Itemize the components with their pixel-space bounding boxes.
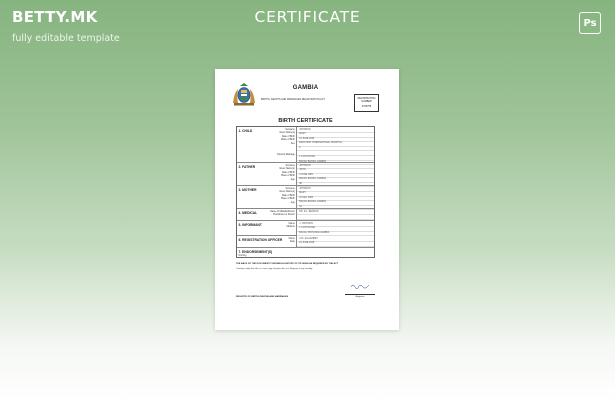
field-value: JOHNSON [297,188,374,193]
field-label: Place of Birth [281,198,295,201]
field-label: Surname [285,128,295,131]
certificate-section [237,209,374,221]
field-label: Place of Birth [281,175,295,178]
field-label: Sex [290,142,295,145]
field-label: Given Name(s) [279,191,295,194]
ref-label: REGISTRATION NUMBER [357,97,376,104]
field-label: Age [290,178,295,181]
registration-number-box [354,94,379,112]
field-label: Name [288,237,295,240]
certificate-subtitle: BIRTHS, DEATHS AND MARRIAGES REGISTRATION ACT [261,98,325,101]
section-labels [289,238,295,245]
field-label [286,230,294,234]
field-label: Date [289,241,295,244]
section-values-cell [297,209,374,220]
document-title: BIRTH CERTIFICATE [278,118,333,124]
section-labels [279,165,294,183]
field-value: 15 MAY 1985 [297,197,374,202]
field-label: Place of Birth [281,139,295,142]
field-value: 34 [297,206,374,211]
field-label: Address [286,226,295,229]
certificate-section [237,163,374,186]
section-header-cell [237,163,297,185]
photoshop-icon: Ps [579,12,601,34]
field-label: Surname [285,164,295,167]
field-value [297,215,374,220]
field-label: Given Name(s) [279,168,295,171]
certificate-section [237,127,374,163]
field-value: A.M. SALLEHBEY [297,238,374,243]
field-label: Practitioner or Doctor [273,214,295,217]
certificate-note-secondary: I hereby certify that this is a true copy of particulars in a Register in my custody. [236,268,313,270]
section-title: 2. FATHER [238,164,256,169]
certificate-note: THE BACK OF THIS DOCUMENT CONTAINS A HISTORY OF ITS ISSUE AS REQUIRED BY THE ACT [236,263,339,265]
section-values-cell [297,186,374,208]
field-value: 21 JUNE 2019 [297,242,374,247]
section-header-cell [237,186,297,208]
endorsement-note: Nothing [238,255,247,257]
certificate-table [236,126,375,258]
ref-value: 4793756 [361,104,372,108]
field-value: DR. R.L. BENSON [297,211,374,216]
certificate-section [237,186,374,209]
section-values-cell [297,236,374,247]
field-value: BAKAU BANJUL GAMBIA [297,161,374,166]
section-header-cell [237,127,297,162]
section-title: 1. CHILD [238,128,253,133]
section-title: 5. INFORMANT [238,222,262,227]
section-labels [277,129,295,158]
signature-block [345,276,375,298]
field-label: Name of Midwife/Doctor [270,210,295,213]
field-value: 4 JUNE 1981 [297,174,374,179]
field-value: BAKAU PROVINCE GAMBIA [297,232,374,237]
registrar-title: REGISTRY OF BIRTHS DEATHS AND MARRIAGES [236,295,289,298]
field-value: JOHNSON [297,129,374,134]
section-title: 4. MEDICAL [238,210,258,215]
field-label: Parents Marriage [277,153,295,156]
country-title: GAMBIA [292,85,319,91]
signature-icon [350,283,370,289]
field-value: BAKAU BANJUL GAMBIA [297,201,374,206]
section-title: 3. MOTHER [238,187,257,192]
certificate-section [237,248,374,257]
page-title: CERTIFICATE [254,8,361,26]
field-label: Name [288,222,295,225]
field-value: BAKAU BANJUL GAMBIA [297,178,374,183]
section-values-cell [297,221,374,235]
field-value: F [297,147,374,152]
section-title: 7. ENDORSEMENT(S) [238,249,273,254]
section-labels [270,211,295,218]
field-value: 1 CLINT ROAD [297,156,374,161]
signature-caption: Registrar [345,294,375,298]
field-label: Surname [285,187,295,190]
field-value: J. JOHNSON [297,223,374,228]
field-value: JOHN [297,169,374,174]
field-value: 38 [297,183,374,188]
certificate-section [237,221,374,236]
section-title: 6. REGISTRATION OFFICER [238,237,283,242]
certificate-preview [215,69,399,330]
section-header-cell [237,209,297,220]
field-value: BATHURST INTERNATIONAL HOSPITAL [297,142,374,147]
section-values-cell [297,127,374,162]
section-labels [279,188,294,206]
section-labels [286,223,294,234]
signature-row [236,276,375,298]
certificate-section [237,236,374,248]
field-value: JOHNSON [297,165,374,170]
field-label: Age [290,201,295,204]
field-label: Date of Birth [281,194,295,197]
certificate-header [236,79,375,116]
section-header-cell [237,221,297,235]
field-value: 1 CLINT ROAD [297,227,374,232]
field-value: MARY [297,133,374,138]
field-value: 12 JUNE 2019 [297,138,374,143]
brand-tagline: fully editable template [12,33,120,44]
section-values-cell [297,163,374,185]
field-label: Date of Birth [281,135,295,138]
field-label: Date of Birth [281,171,295,174]
section-header-cell [237,236,297,247]
field-value: MARY [297,192,374,197]
brand-logo: BETTY.MK [12,8,98,26]
field-label: Given Name(s) [279,132,295,135]
